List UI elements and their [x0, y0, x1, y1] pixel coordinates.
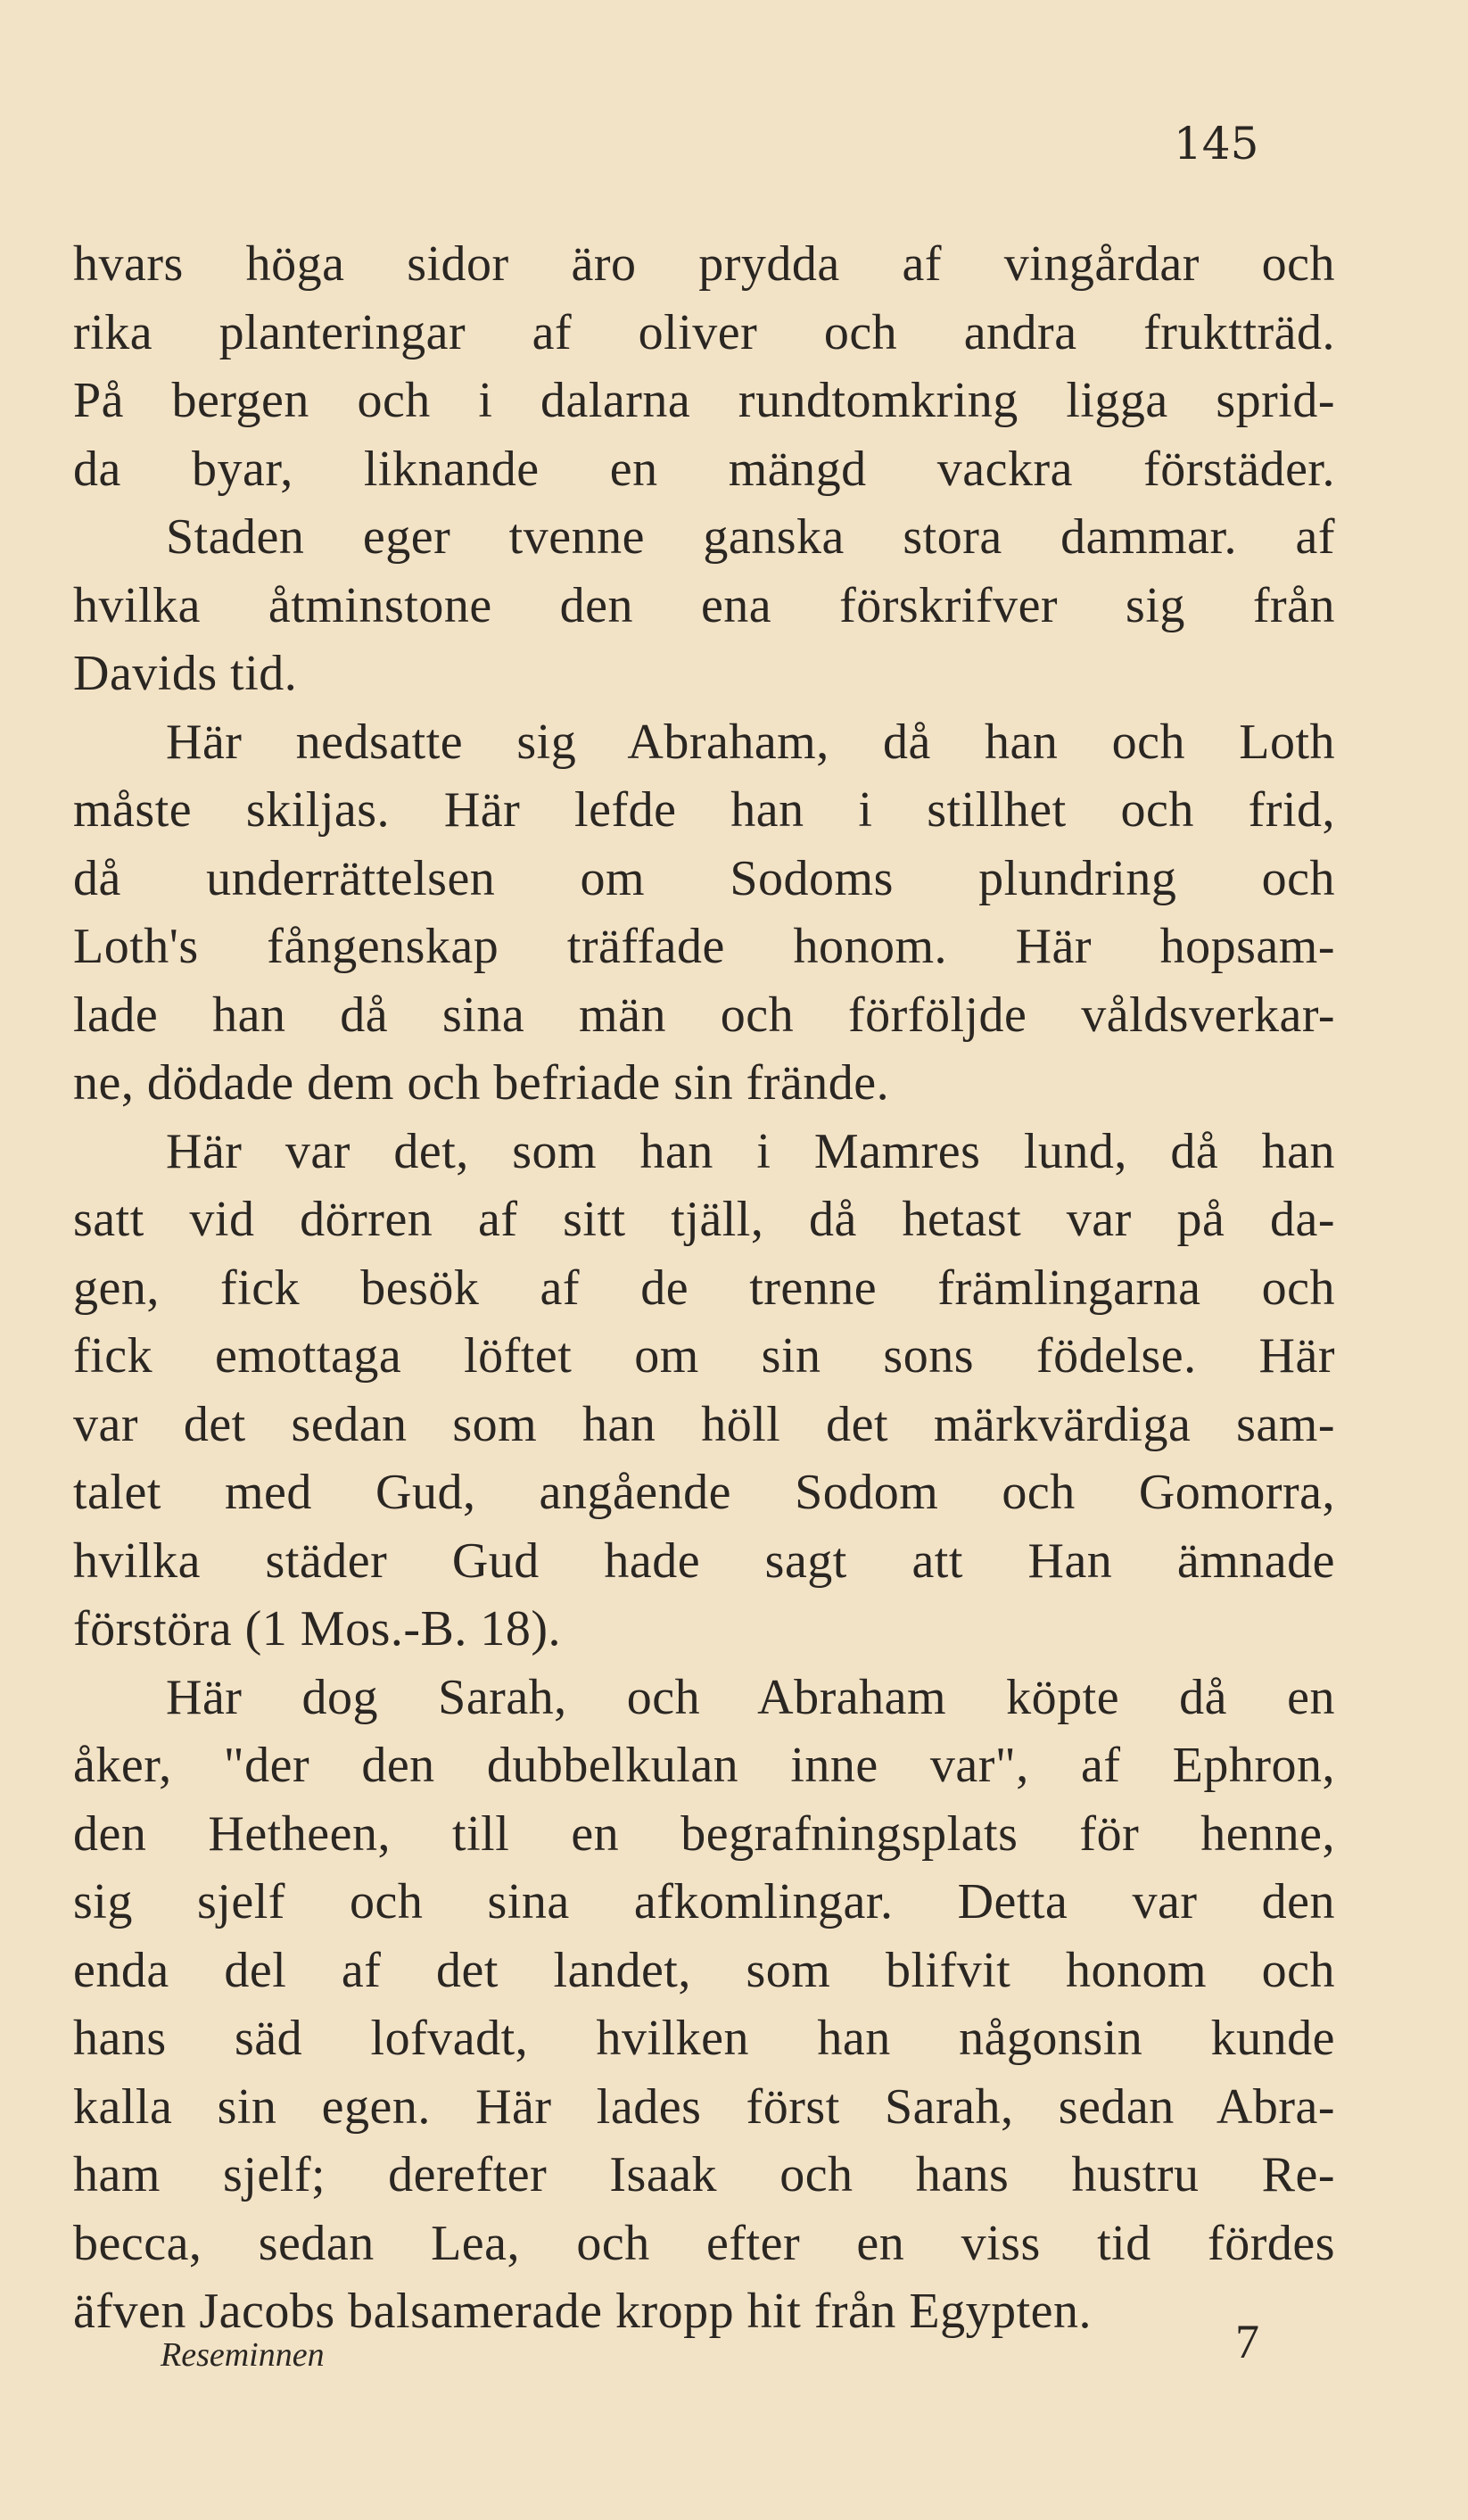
- text-line: satt vid dörren af sitt tjäll, då hetast var på da-: [73, 1192, 1335, 1247]
- text-line: hans säd lofvadt, hvilken han någonsin kunde: [73, 2011, 1335, 2066]
- text-line: kalla sin egen. Här lades först Sarah, sedan Abra-: [73, 2078, 1335, 2135]
- text-line: talet med Gud, angående Sodom och Gomorra,: [73, 1465, 1335, 1520]
- text-line: hvars höga sidor äro prydda af vingårdar och: [73, 236, 1335, 292]
- text-line: enda del af det landet, som blifvit honom och: [73, 1942, 1335, 1998]
- text-line: fick emottaga löftet om sin sons födelse. Här: [73, 1328, 1335, 1384]
- text-line: äfven Jacobs balsamerade kropp hit från Egypten.: [73, 2284, 1093, 2339]
- text-line: da byar, liknande en mängd vackra förstäder.: [73, 441, 1335, 497]
- text-line: ne, dödade dem och befriade sin frände.: [73, 1055, 890, 1111]
- text-line: lade han då sina män och förföljde våldsverkar-: [73, 987, 1335, 1043]
- text-line: rika planteringar af oliver och andra fruktträd.: [73, 304, 1335, 360]
- text-line: Här nedsatte sig Abraham, då han och Loth: [166, 714, 1335, 770]
- text-line: Staden eger tvenne ganska stora dammar. af: [166, 509, 1335, 565]
- text-line: sig sjelf och sina afkomlingar. Detta var den: [73, 1874, 1335, 1929]
- text-line: Davids tid.: [73, 646, 298, 701]
- text-line: hvilka åtminstone den ena förskrifver sig från: [73, 577, 1335, 633]
- text-line: becca, sedan Lea, och efter en viss tid fördes: [73, 2215, 1335, 2271]
- page-number: 145: [1174, 118, 1259, 169]
- text-line: måste skiljas. Här lefde han i stillhet och frid,: [73, 782, 1335, 838]
- sheet-number: 7: [1235, 2315, 1259, 2368]
- body-text: [73, 230, 1335, 2346]
- text-line: den Hetheen, till en begrafningsplats för henne,: [73, 1805, 1335, 1862]
- text-line: På bergen och i dalarna rundtomkring ligga sprid-: [73, 373, 1335, 428]
- text-line: ham sjelf; derefter Isaak och hans hustru Re-: [73, 2147, 1335, 2202]
- text-line: då underrättelsen om Sodoms plundring och: [73, 850, 1335, 906]
- text-line: gen, fick besök af de trenne främlingarna och: [73, 1260, 1335, 1316]
- text-line: hvilka städer Gud hade sagt att Han ämnade: [73, 1533, 1335, 1589]
- text-line: åker, "der den dubbelkulan inne var", af Ephron,: [73, 1738, 1335, 1793]
- text-line: Här dog Sarah, och Abraham köpte då en: [166, 1669, 1335, 1725]
- signature-mark: Reseminnen: [161, 2336, 325, 2374]
- text-line: Här var det, som han i Mamres lund, då han: [166, 1123, 1335, 1179]
- text-line: Loth's fångenskap träffade honom. Här hopsam-: [73, 919, 1335, 974]
- text-line: förstöra (1 Mos.-B. 18).: [73, 1601, 562, 1657]
- text-line: var det sedan som han höll det märkvärdiga sam-: [73, 1396, 1335, 1452]
